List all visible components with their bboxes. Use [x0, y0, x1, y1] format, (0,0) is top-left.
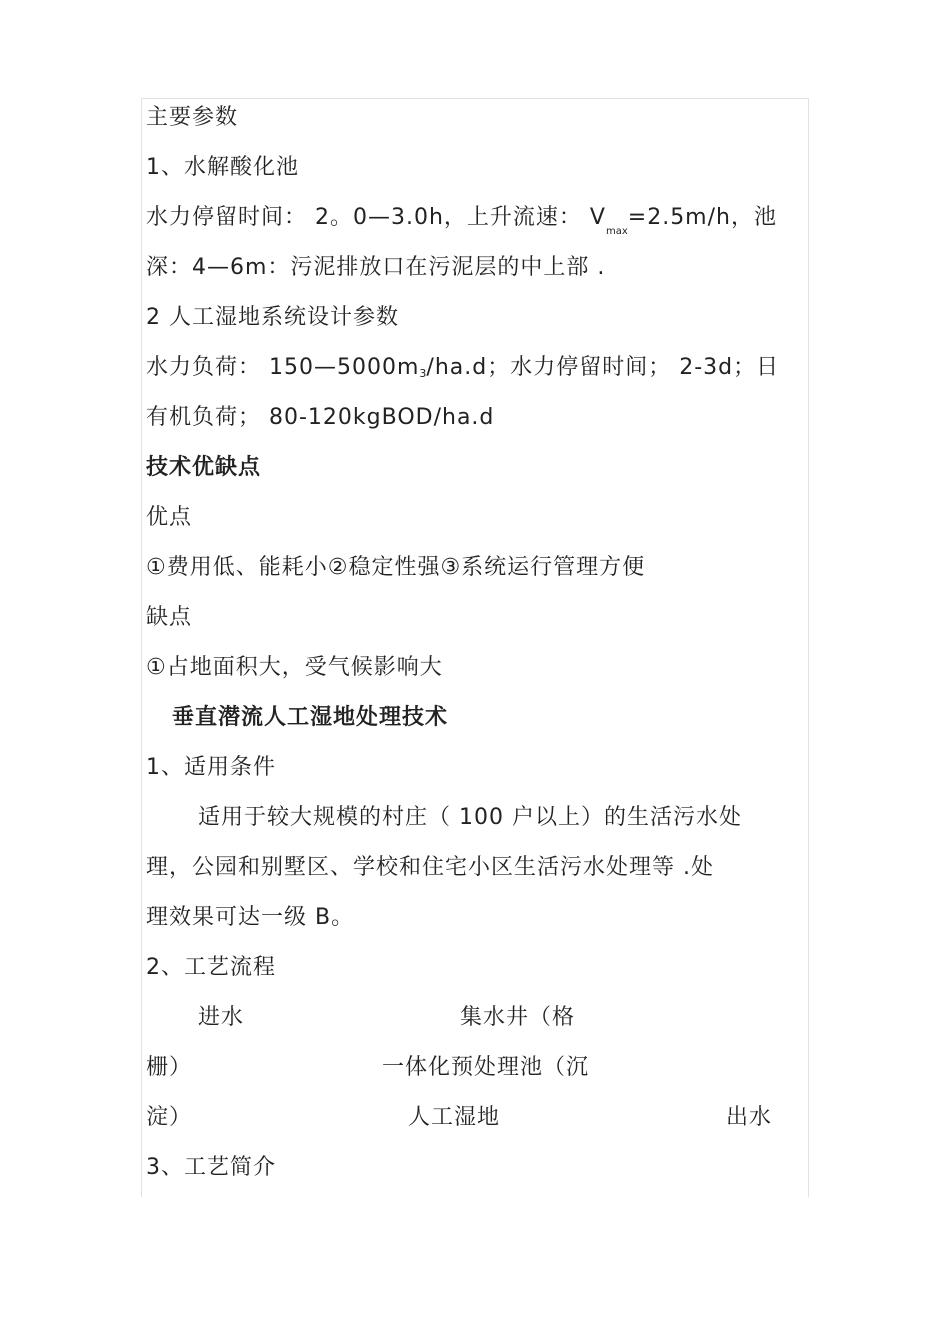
applicable-title: 1、适用条件	[146, 755, 276, 780]
cons-text: ①占地面积大，受气候影响大	[146, 655, 443, 680]
pros-label: 优点	[146, 505, 193, 530]
hydrolysis-line-1-a: 水力停留时间： 2。0—3.0h，上升流速： V	[146, 205, 606, 230]
wetland-param-line-1-b: /ha.d；水力停留时间； 2-3d；日	[426, 355, 780, 380]
flow-grid-end: 栅）	[146, 1055, 193, 1080]
hydrolysis-line-2: 深：4—6m：污泥排放口在污泥层的中上部 .	[146, 255, 606, 280]
pros-cons-title: 技术优缺点	[146, 455, 262, 480]
process-title: 2、工艺流程	[146, 955, 276, 980]
applicable-line-1: 适用于较大规模的村庄（ 100 户以上）的生活污水处	[198, 805, 742, 830]
hydrolysis-line-1-b: =2.5m/h，池	[627, 205, 777, 230]
flow-inlet: 进水	[198, 1005, 245, 1030]
intro-title: 3、工艺简介	[146, 1155, 276, 1180]
wetland-param-line-1-a: 水力负荷： 150—5000m	[146, 355, 420, 380]
heading-main-params: 主要参数	[146, 105, 239, 130]
applicable-line-2: 理，公园和别墅区、学校和住宅小区生活污水处理等 .处	[146, 855, 714, 880]
cubic-superscript: 3	[419, 367, 427, 380]
flow-collection-well: 集水井（格	[460, 1005, 576, 1030]
pros-text: ①费用低、能耗小②稳定性强③系统运行管理方便	[146, 555, 646, 580]
flow-outlet: 出水	[726, 1105, 773, 1130]
wetland-param-title: 2 人工湿地系统设计参数	[146, 305, 399, 330]
applicable-line-3: 理效果可达一级 B。	[146, 905, 355, 930]
vmax-subscript: max	[605, 226, 628, 237]
flow-settle-end: 淀）	[146, 1105, 193, 1130]
wetland-param-line-1	[146, 354, 779, 385]
hydrolysis-title: 1、水解酸化池	[146, 155, 299, 180]
flow-wetland: 人工湿地	[408, 1105, 501, 1130]
wetland-param-line-2: 有机负荷； 80-120kgBOD/ha.d	[146, 405, 495, 430]
section-title: 垂直潜流人工湿地处理技术	[172, 705, 449, 730]
hydrolysis-line-1	[146, 204, 777, 236]
flow-pretreatment-tank: 一体化预处理池（沉	[382, 1055, 590, 1080]
cons-label: 缺点	[146, 605, 193, 630]
